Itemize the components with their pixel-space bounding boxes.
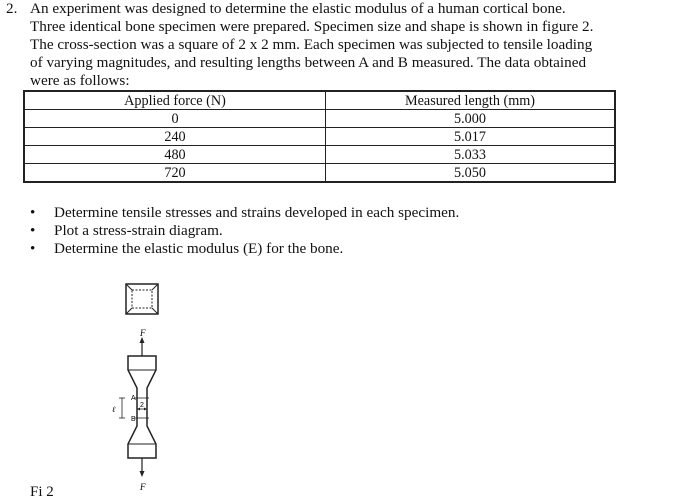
length-cell: 5.050 [326, 164, 616, 183]
bottom-force-arrow-icon [140, 458, 145, 477]
length-label: ℓ [112, 405, 116, 414]
force-cell: 480 [24, 146, 326, 164]
force-cell: 0 [24, 110, 326, 128]
task-text: Determine tensile stresses and strains developed in each specimen. [54, 204, 460, 221]
problem-line: were as follows: [30, 72, 130, 89]
data-table [23, 90, 616, 183]
bullet-icon: • [30, 240, 36, 257]
problem-line: An experiment was designed to determine the elastic modulus of a human cortical bone. [30, 0, 566, 17]
point-b-label: B [131, 416, 136, 423]
task-text: Determine the elastic modulus (E) for the bone. [54, 240, 344, 257]
top-force-arrow-icon [140, 337, 145, 356]
length-cell: 5.033 [326, 146, 616, 164]
table-row [24, 110, 615, 128]
problem-line: of varying magnitudes, and resulting lengths between A and B measured. The data obtained [30, 54, 587, 71]
table-header-row [24, 91, 615, 110]
force-label-bottom: F [140, 482, 146, 492]
force-label-top: F [140, 328, 146, 338]
problem-number: 2. [6, 0, 18, 17]
length-cell: 5.017 [326, 128, 616, 146]
problem-line: The cross-section was a square of 2 x 2 mm. Each specimen was subjected to tensile loading [30, 36, 593, 53]
problem-line: Three identical bone specimen were prepared. Specimen size and shape is shown in figure 2. [30, 18, 594, 35]
list-item [28, 240, 459, 258]
header-applied-force: Applied force (N) [24, 91, 326, 110]
force-cell: 720 [24, 164, 326, 183]
task-list [28, 204, 459, 258]
bullet-icon: • [30, 204, 36, 221]
length-cell: 5.000 [326, 110, 616, 128]
task-text: Plot a stress-strain diagram. [54, 222, 223, 239]
table-row [24, 164, 615, 183]
header-measured-length: Measured length (mm) [326, 91, 616, 110]
list-item [28, 222, 459, 240]
specimen-diagram [100, 276, 180, 494]
specimen-figure [100, 276, 180, 494]
table-row [24, 128, 615, 146]
figure-caption: Fi 2 [30, 484, 54, 500]
table-row [24, 146, 615, 164]
cross-section-icon [126, 284, 158, 314]
bullet-icon: • [30, 222, 36, 239]
width-label: 2 [140, 402, 144, 409]
point-a-label: A [131, 395, 136, 402]
problem-paragraph [30, 0, 662, 90]
list-item [28, 204, 459, 222]
length-dimension-icon [119, 398, 125, 418]
force-cell: 240 [24, 128, 326, 146]
